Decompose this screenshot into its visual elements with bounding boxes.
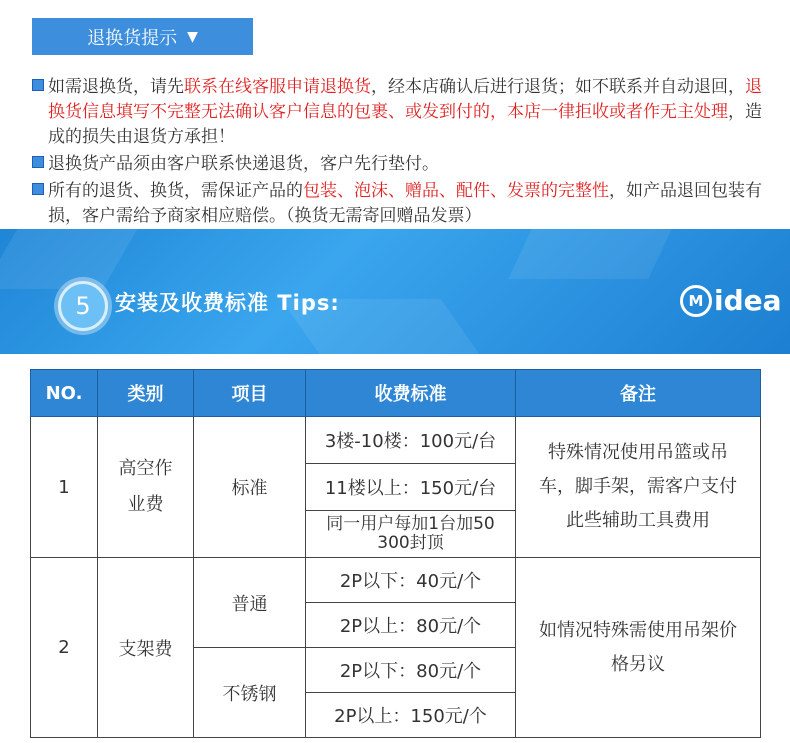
row2-item2-fee1: 2P以下：80元/个 [306, 648, 516, 693]
header-remark: 备注 [516, 370, 761, 417]
note-item: 如需退换货，请先联系在线客服申请退换货，经本店确认后进行退货；如不联系并自动退回，退换货信息填写不完整无法确认客户信息的包裹、或发到付的，本店一律拒收或者作无主处理，造成的损失由退货方承担！ [32, 75, 762, 150]
header-no: NO. [31, 370, 98, 417]
row2-item1-fee1: 2P以下：40元/个 [306, 558, 516, 603]
logo-mark-icon: M [680, 285, 712, 317]
row1-item: 标准 [194, 417, 306, 558]
square-bullet-icon [32, 79, 44, 91]
chevron-down-icon: ▼ [187, 28, 198, 45]
midea-logo: M idea [680, 284, 782, 317]
fee-table [30, 369, 761, 738]
table-header-row [31, 370, 761, 417]
row1-category: 高空作业费 [98, 417, 194, 558]
banner-decoration [508, 229, 671, 279]
row2-item1-fee2: 2P以上：80元/个 [306, 603, 516, 648]
row1-fee2: 11楼以上：150元/台 [306, 464, 516, 511]
square-bullet-icon [32, 156, 44, 168]
returns-tab[interactable] [32, 18, 253, 55]
note-item: 所有的退货、换货，需保证产品的包装、泡沫、赠品、配件、发票的完整性，如产品退回包装有损，客户需给予商家相应赔偿。（换货无需寄回赠品发票） [32, 179, 762, 229]
header-item: 项目 [194, 370, 306, 417]
section-title: 安装及收费标准 Tips: [115, 291, 340, 315]
row2-item1: 普通 [194, 558, 306, 648]
row2-item2-fee2: 2P以上：150元/个 [306, 693, 516, 738]
table-row [31, 417, 761, 464]
section-banner [0, 229, 790, 354]
returns-notes [32, 75, 762, 231]
table-row [31, 558, 761, 603]
square-bullet-icon [32, 183, 44, 195]
banner-decoration [0, 229, 137, 289]
row1-fee1: 3楼-10楼：100元/台 [306, 417, 516, 464]
row2-remark: 如情况特殊需使用吊架价格另议 [516, 558, 761, 738]
row1-no: 1 [31, 417, 98, 558]
returns-tab-label: 退换货提示 [87, 27, 178, 49]
note-item: 退换货产品须由客户联系快递退货，客户先行垫付。 [32, 152, 762, 177]
row1-fee3: 同一用户每加1台加50 300封顶 [306, 511, 516, 558]
row2-no: 2 [31, 558, 98, 738]
row1-remark: 特殊情况使用吊篮或吊车，脚手架，需客户支付此些辅助工具费用 [516, 417, 761, 558]
row2-item2: 不锈钢 [194, 648, 306, 738]
header-fee: 收费标准 [306, 370, 516, 417]
header-category: 类别 [98, 370, 194, 417]
section-number: 5 [58, 281, 108, 331]
row2-category: 支架费 [98, 558, 194, 738]
